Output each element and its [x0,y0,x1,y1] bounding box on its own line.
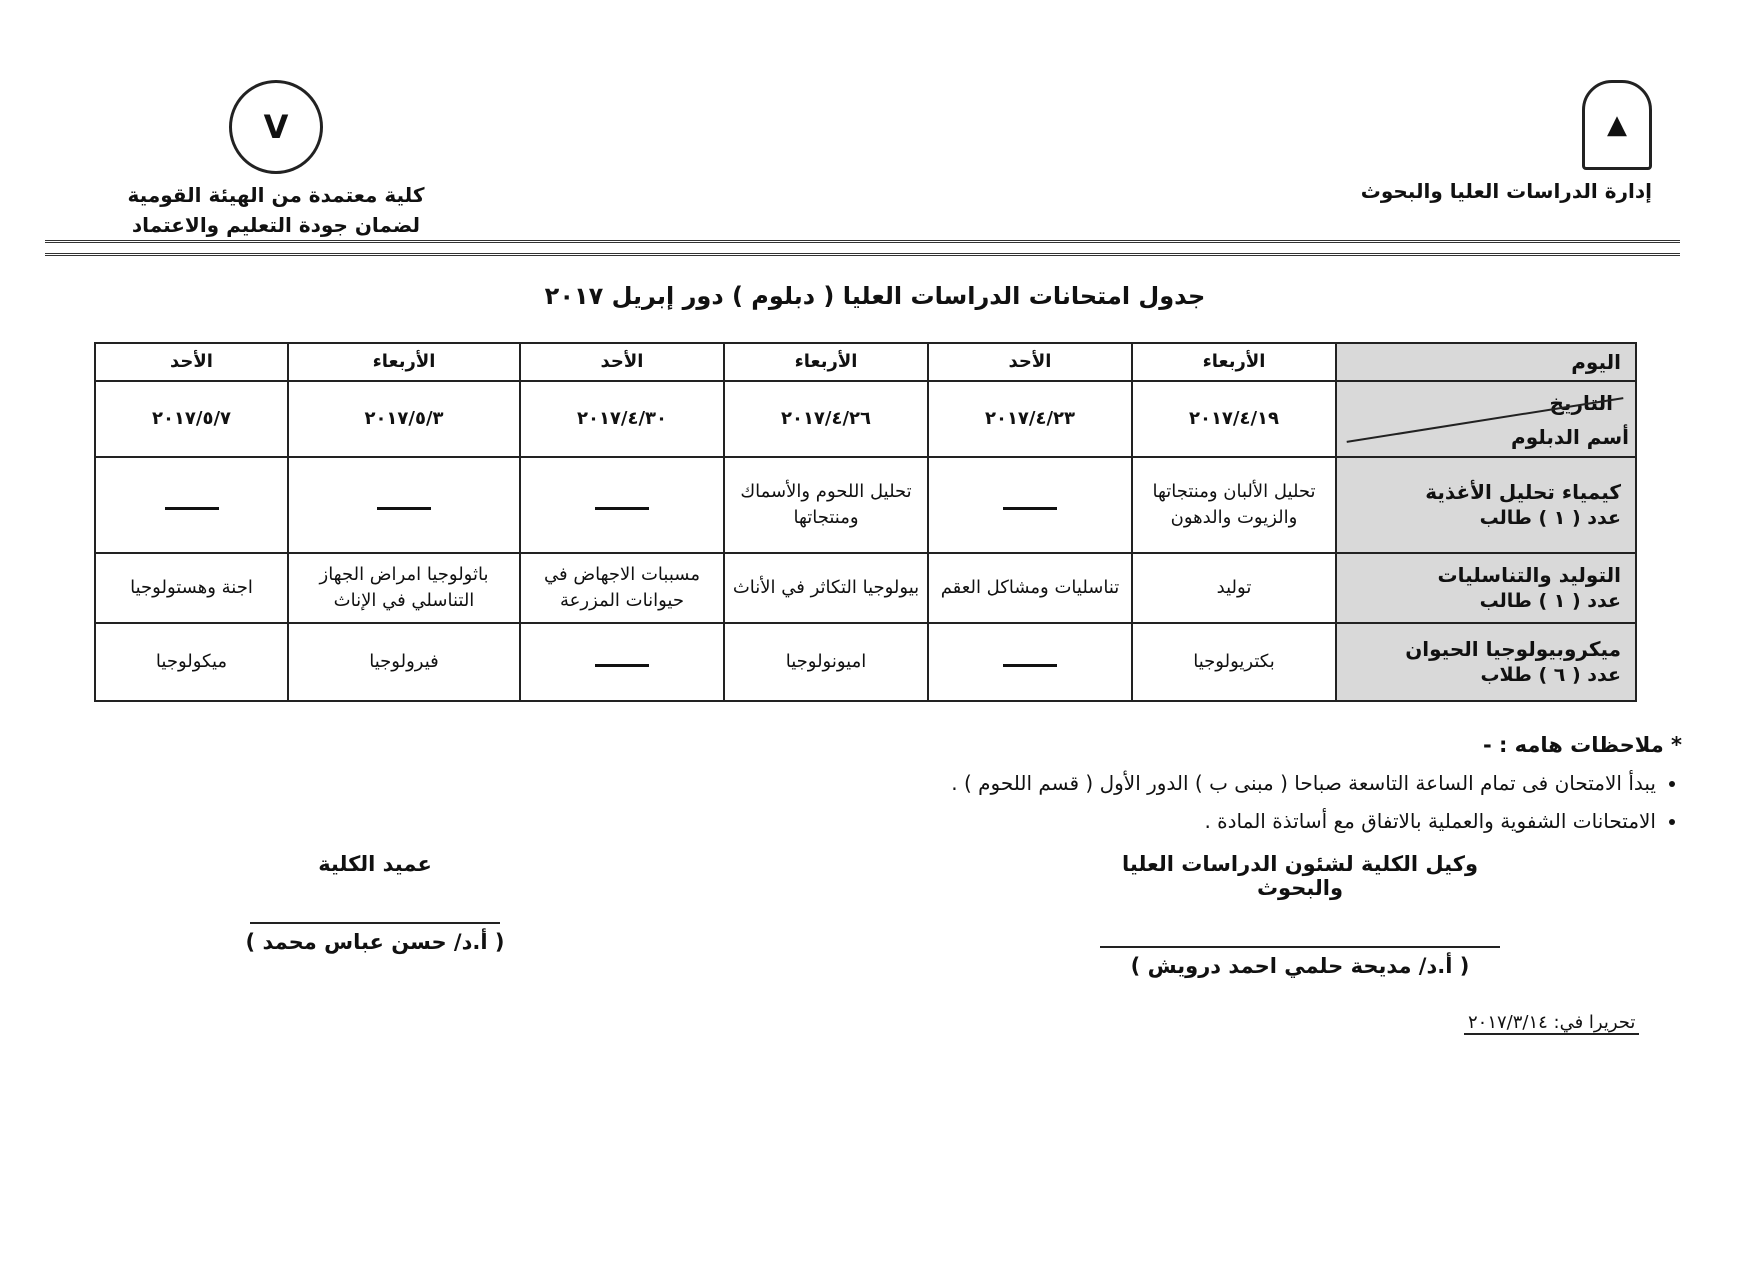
note-item: • الامتحانات الشفوية والعملية بالاتفاق مع أساتذة المادة . [482,802,1656,840]
table-row [95,623,1636,701]
exam-cell: تناسليات ومشاكل العقم [928,553,1132,623]
date-cell: ٢٠١٧/٤/٢٣ [928,381,1132,457]
day-header: اليوم [1336,343,1636,381]
dash-mark [377,507,431,510]
faculty-seal-icon: V [229,80,323,174]
admin-header [1332,80,1652,206]
exam-cell: تحليل اللحوم والأسماك ومنتجاتها [724,457,928,553]
exam-cell: بكتريولوجيا [1132,623,1336,701]
vice-dean-signature-block [1080,852,1520,978]
diploma-name-cell [1336,457,1636,553]
page-title: جدول امتحانات الدراسات العليا ( دبلوم ) دور إبريل ٢٠١٧ [544,282,1206,310]
exam-cell: توليد [1132,553,1336,623]
diploma-name: ميكروبيولوجيا الحيوان [1405,637,1621,661]
diploma-name: التوليد والتناسليات [1437,563,1621,587]
date-diploma-header [1336,381,1636,457]
dash-mark [1003,507,1057,510]
date-cell: ٢٠١٧/٥/٣ [288,381,520,457]
dash-mark [595,507,649,510]
accreditation-line-2: لضمان جودة التعليم والاعتماد [131,213,421,237]
student-count: عدد ( ١ ) طالب [1479,590,1621,612]
student-count: عدد ( ٦ ) طلاب [1480,664,1621,686]
day-cell: الأربعاء [724,343,928,381]
exam-cell: باثولوجيا امراض الجهاز التناسلي في الإناث [288,553,520,623]
exam-cell: اجنة وهستولوجيا [95,553,288,623]
day-cell: الأحد [928,343,1132,381]
note-item: • يبدأ الامتحان فى تمام الساعة التاسعة صباحا ( مبنى ب ) الدور الأول ( قسم اللحوم ) . [482,764,1656,802]
date-row [95,381,1636,457]
diploma-name-cell [1336,553,1636,623]
empty-exam-cell [288,457,520,553]
dash-mark [165,507,219,510]
table-row [95,457,1636,553]
dean-signature-block [230,852,520,954]
issue-date: تحريرا في: ٢٠١٧/٣/١٤ [1464,1012,1639,1035]
vice-dean-signature-icon [1100,906,1500,948]
exam-cell: اميونولوجيا [724,623,928,701]
table-row [95,553,1636,623]
vice-dean-name: ( أ.د/ مديحة حلمي احمد درويش ) [1130,954,1470,978]
empty-exam-cell [928,623,1132,701]
exam-cell: مسببات الاجهاض في حيوانات المزرعة [520,553,724,623]
university-emblem-icon: ▲ [1582,80,1652,170]
diploma-name-cell [1336,623,1636,701]
empty-exam-cell [520,457,724,553]
date-cell: ٢٠١٧/٤/٣٠ [520,381,724,457]
diploma-name: كيمياء تحليل الأغذية [1425,480,1621,504]
notes-title: * ملاحظات هامه : - [1482,733,1682,757]
notes-list [482,764,1682,840]
empty-exam-cell [95,457,288,553]
exam-cell: فيرولوجيا [288,623,520,701]
date-cell: ٢٠١٧/٤/١٩ [1132,381,1336,457]
day-cell: الأربعاء [1132,343,1336,381]
exam-cell: تحليل الألبان ومنتجاتها والزيوت والدهون [1132,457,1336,553]
dash-mark [1003,664,1057,667]
faculty-header [96,80,456,240]
vice-dean-title: وكيل الكلية لشئون الدراسات العليا والبحوث [1121,852,1479,900]
empty-exam-cell [928,457,1132,553]
day-cell: الأربعاء [288,343,520,381]
exam-cell: بيولوجيا التكاثر في الأناث [724,553,928,623]
date-header: التاريخ [1549,391,1613,415]
notes-section [482,726,1682,840]
dean-title: عميد الكلية [318,852,432,876]
admin-name: إدارة الدراسات العليا والبحوث [1360,179,1652,203]
student-count: عدد ( ١ ) طالب [1479,507,1621,529]
dean-signature-icon [250,882,500,924]
diploma-header: أسم الدبلوم [1511,425,1629,449]
dean-name: ( أ.د/ حسن عباس محمد ) [245,930,505,954]
accreditation-line-1: كلية معتمدة من الهيئة القومية [127,183,425,207]
exam-schedule-table [94,342,1637,702]
exam-cell: ميكولوجيا [95,623,288,701]
empty-exam-cell [520,623,724,701]
day-cell: الأحد [520,343,724,381]
header-divider [45,240,1680,256]
date-cell: ٢٠١٧/٤/٢٦ [724,381,928,457]
day-cell: الأحد [95,343,288,381]
dash-mark [595,664,649,667]
date-cell: ٢٠١٧/٥/٧ [95,381,288,457]
day-row [95,343,1636,381]
